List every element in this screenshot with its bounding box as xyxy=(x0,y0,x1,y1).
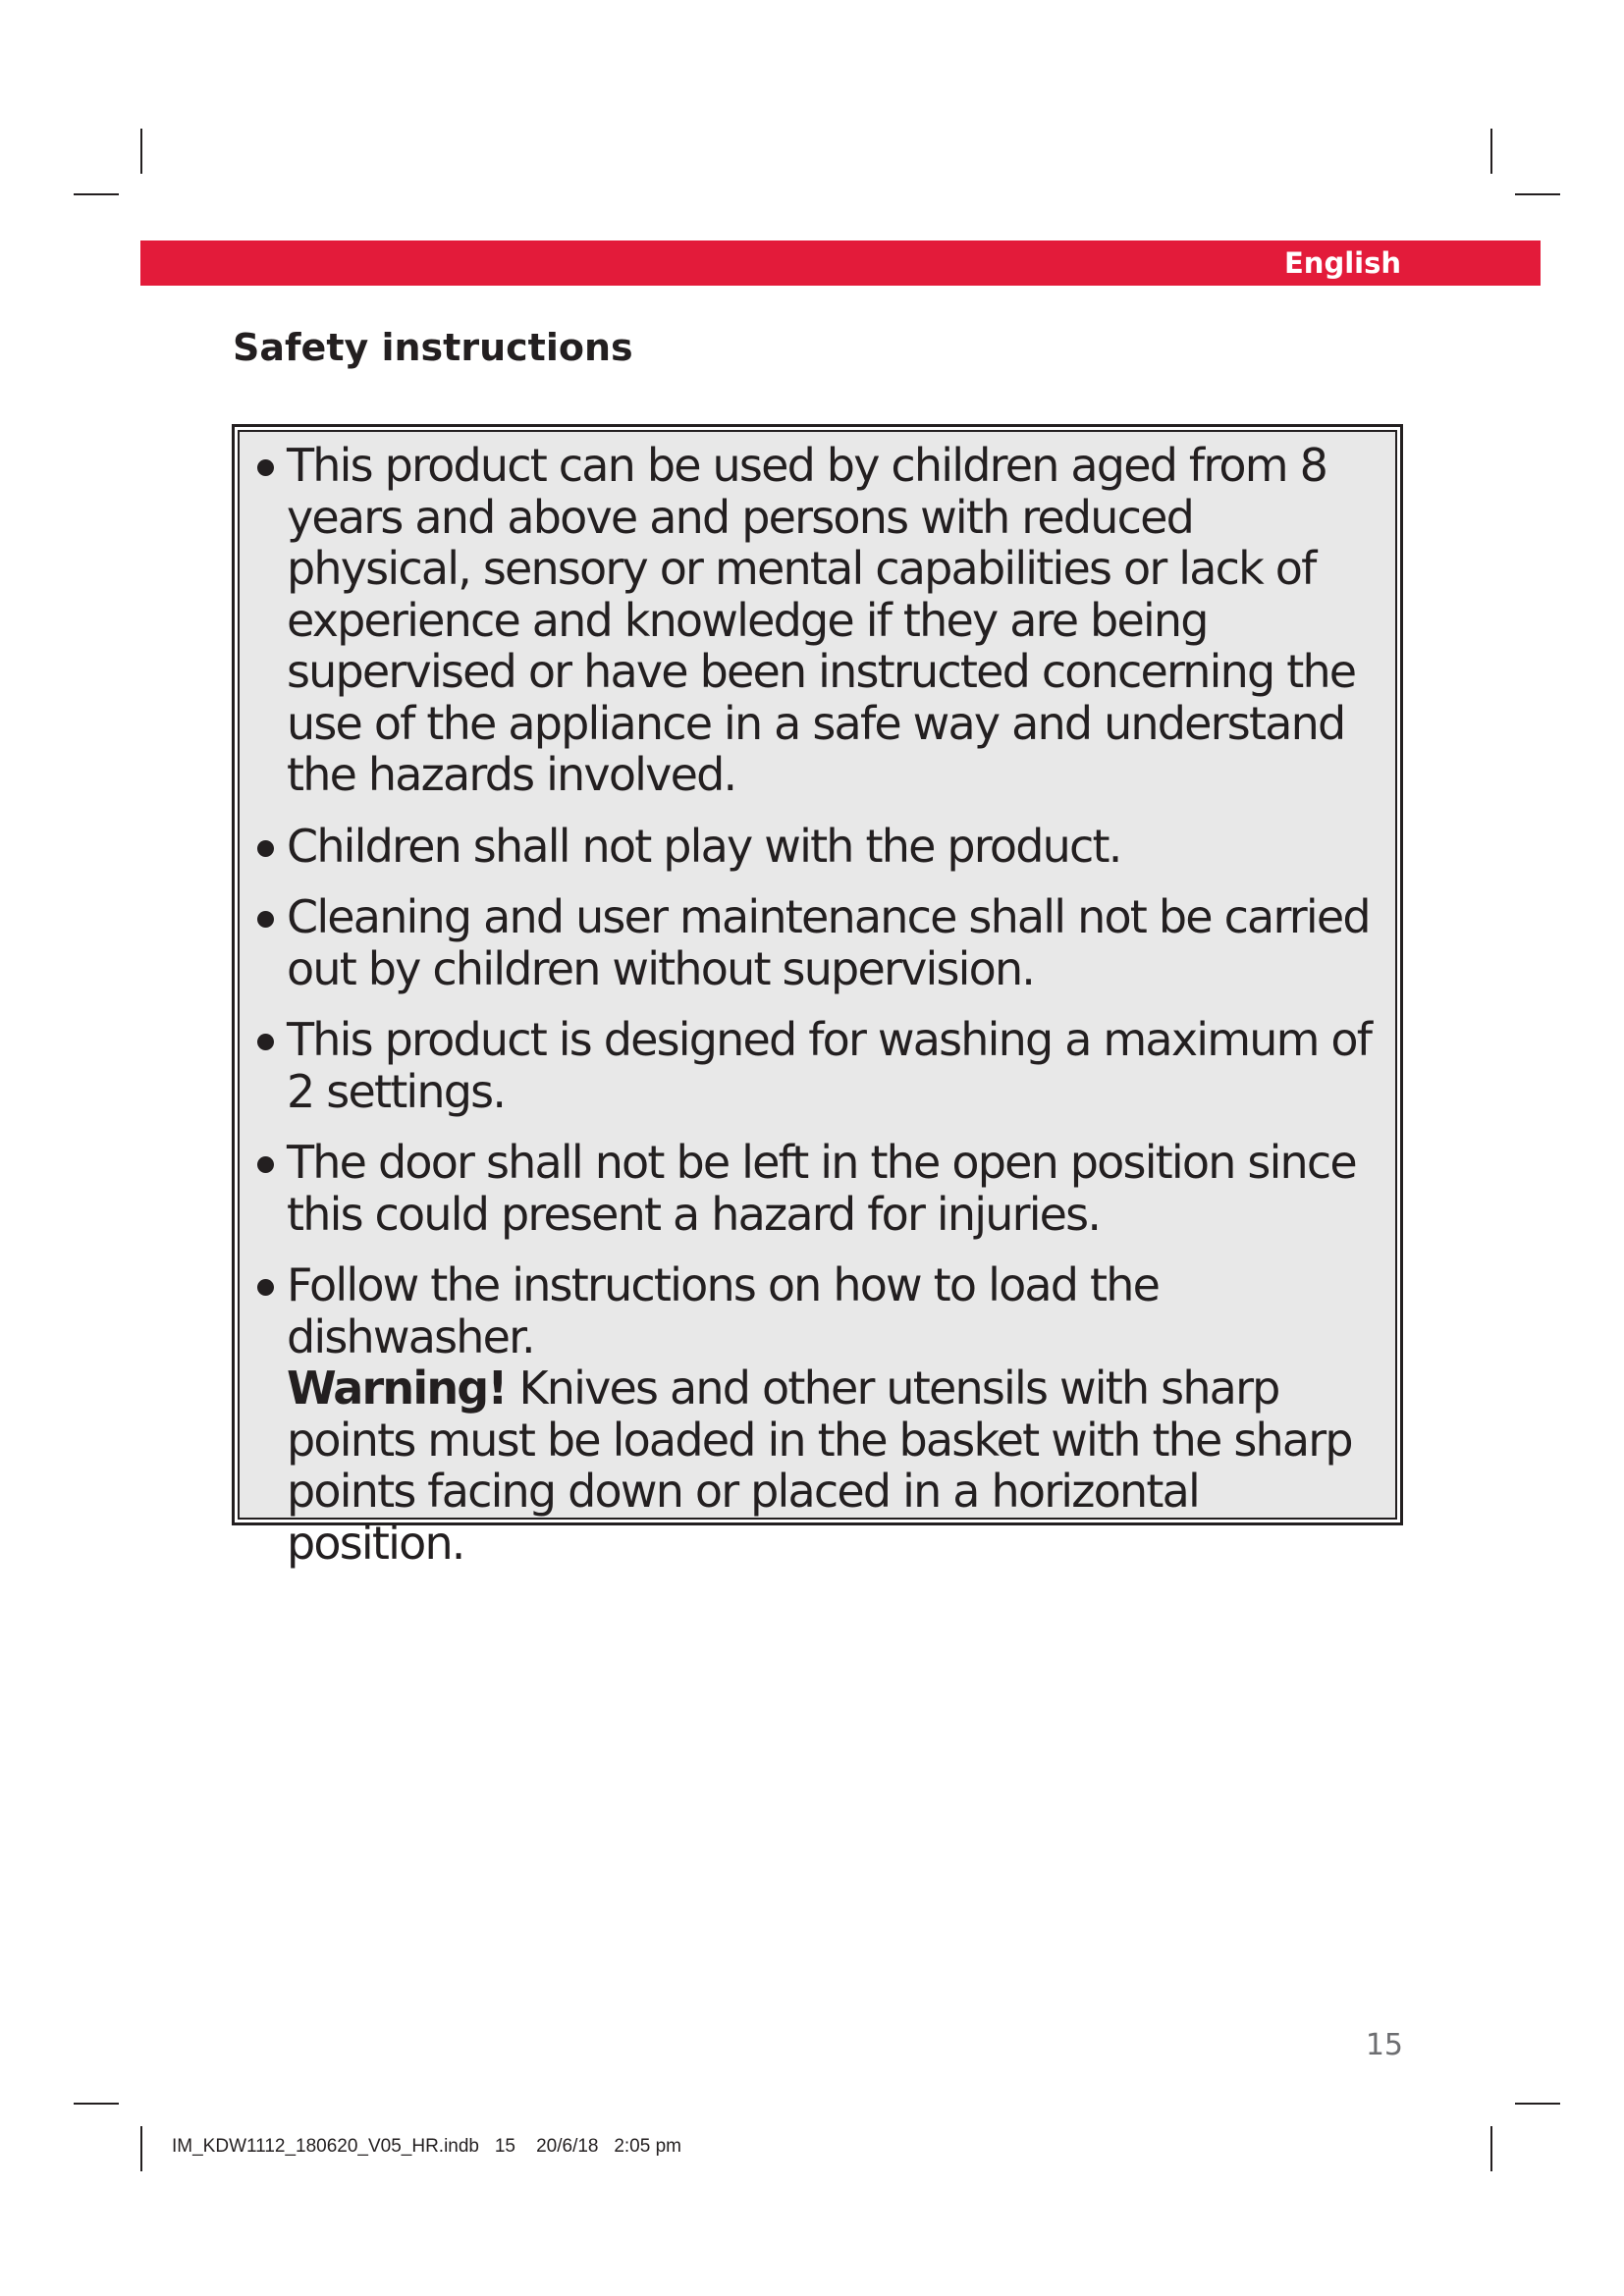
crop-mark-top-right-horizontal xyxy=(1515,193,1560,195)
list-item-text: Children shall not play with the product. xyxy=(287,819,1121,873)
list-item xyxy=(255,1137,1383,1240)
list-item xyxy=(255,1014,1383,1117)
list-item xyxy=(255,891,1383,994)
warning-text: Knives and other utensils with sharp points must be loaded in the basket with the sharp points facing down or placed in a horizontal position. xyxy=(287,1362,1352,1570)
list-item-text: The door shall not be left in the open position since this could present a hazard for injuries. xyxy=(287,1136,1356,1241)
crop-mark-top-left-horizontal xyxy=(74,193,119,195)
crop-mark-bottom-left-vertical xyxy=(140,2126,142,2171)
language-header-bar xyxy=(140,240,1541,286)
crop-mark-bottom-right-horizontal xyxy=(1515,2103,1560,2105)
language-label: English xyxy=(1283,246,1401,280)
list-item xyxy=(255,440,1383,801)
crop-mark-bottom-right-vertical xyxy=(1490,2126,1492,2171)
page-title: Safety instructions xyxy=(233,326,633,369)
warning-label: Warning! xyxy=(287,1362,507,1415)
list-item-text: This product can be used by children aged from 8 years and above and persons with reduced physical, sensory or mental capabilities or lack of experience and knowledge if they are being supervised or have been instructed concerning the use of the appliance in a safe way and understand the hazards involved. xyxy=(287,439,1356,801)
list-item-text: Follow the instructions on how to load the dishwasher. xyxy=(287,1258,1160,1363)
list-item xyxy=(255,821,1383,873)
safety-instructions-box xyxy=(232,424,1403,1570)
list-item-text: Cleaning and user maintenance shall not be carried out by children without supervision. xyxy=(287,890,1370,995)
page-number: 15 xyxy=(1365,2028,1403,2062)
print-slug: IM_KDW1112_180620_V05_HR.indb 15 20/6/18 2:05 pm xyxy=(172,2136,681,2157)
list-item-text: This product is designed for washing a maximum of 2 settings. xyxy=(287,1013,1372,1118)
crop-mark-bottom-left-horizontal xyxy=(74,2103,119,2105)
bullet-icon xyxy=(257,911,274,928)
bullet-icon xyxy=(257,1279,274,1296)
bullet-icon xyxy=(257,840,274,857)
crop-mark-top-left-vertical xyxy=(140,129,142,174)
safety-instructions-panel xyxy=(238,430,1397,1570)
warning-note xyxy=(287,1362,1383,1569)
bullet-icon xyxy=(257,1034,274,1050)
bullet-icon xyxy=(257,1156,274,1173)
crop-mark-top-right-vertical xyxy=(1490,129,1492,174)
list-item xyxy=(255,1259,1383,1569)
bullet-icon xyxy=(257,459,274,476)
safety-instructions-list xyxy=(255,440,1383,1569)
